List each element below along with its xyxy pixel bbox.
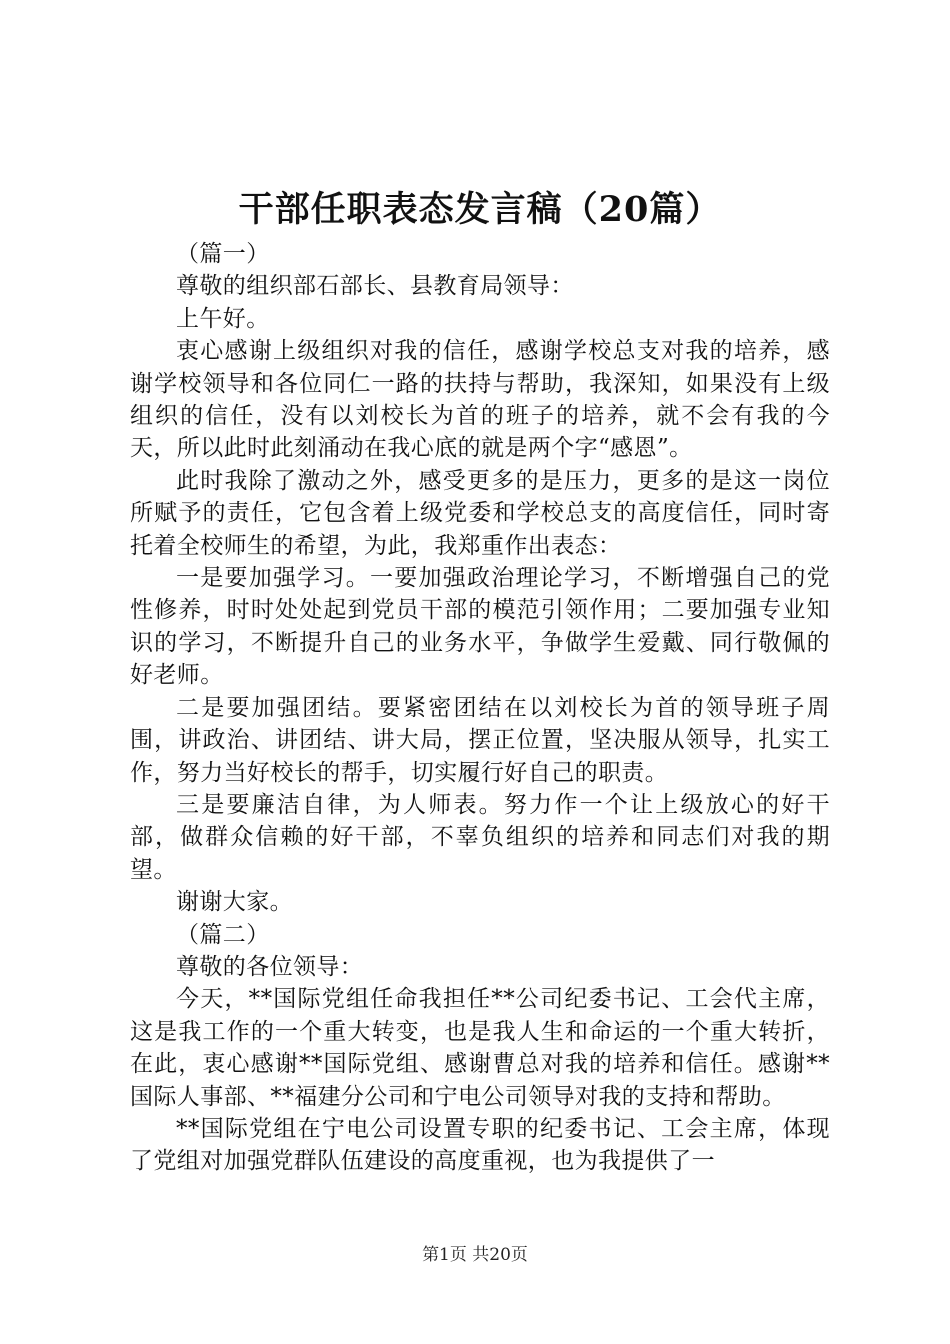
paragraph: 三是要廉洁自律，为人师表。努力作一个让上级放心的好干部，做群众信赖的好干部，不辜负组织的培养和同志们对我的期望。 (130, 791, 830, 883)
paragraph: 一是要加强学习。一要加强政治理论学习，不断增强自己的党性修养，时时处处起到党员干部的模范引领作用；二要加强专业知识的学习，不断提升自己的业务水平，争做学生爱戴、同行敬佩的好老师。 (130, 565, 830, 689)
document-body (130, 186, 830, 1178)
greeting: 上午好。 (176, 305, 270, 332)
salutation-1: 尊敬的组织部石部长、县教育局领导： (176, 273, 574, 300)
paragraph: **国际党组在宁电公司设置专职的纪委书记、工会主席，体现了党组对加强党群队伍建设的高度重视，也为我提供了一 (130, 1115, 830, 1175)
paragraph: 今天，**国际党组任命我担任**公司纪委书记、工会代主席，这是我工作的一个重大转变，也是我人生和命运的一个重大转折，在此，衷心感谢**国际党组、感谢曹总对我的培养和信任。感谢**国际人事部、**福建分公司和宁电公司领导对我的支持和帮助。 (130, 986, 830, 1110)
paragraph: 二是要加强团结。要紧密团结在以刘校长为首的领导班子周围，讲政治、讲团结、讲大局，摆正位置，坚决服从领导，扎实工作，努力当好校长的帮手，切实履行好自己的职责。 (130, 694, 830, 786)
document-title: 干部任职表态发言稿（20篇） (238, 189, 722, 230)
section-heading-1: （篇一） (176, 241, 270, 267)
paragraph: 此时我除了激动之外，感受更多的是压力，更多的是这一岗位所赋予的责任，它包含着上级党委和学校总支的高度信任，同时寄托着全校师生的希望，为此，我郑重作出表态： (130, 467, 830, 559)
section-heading-2: （篇二） (176, 921, 270, 948)
page-number: 第1页 共20页 (422, 1245, 528, 1265)
salutation-2: 尊敬的各位领导： (176, 953, 364, 980)
closing: 谢谢大家。 (176, 889, 293, 916)
paragraph: 衷心感谢上级组织对我的信任，感谢学校总支对我的培养，感谢学校领导和各位同仁一路的扶持与帮助，我深知，如果没有上级组织的信任，没有以刘校长为首的班子的培养，就不会有我的今天，所以此时此刻涌动在我心底的就是两个字“感恩”。 (130, 338, 830, 462)
